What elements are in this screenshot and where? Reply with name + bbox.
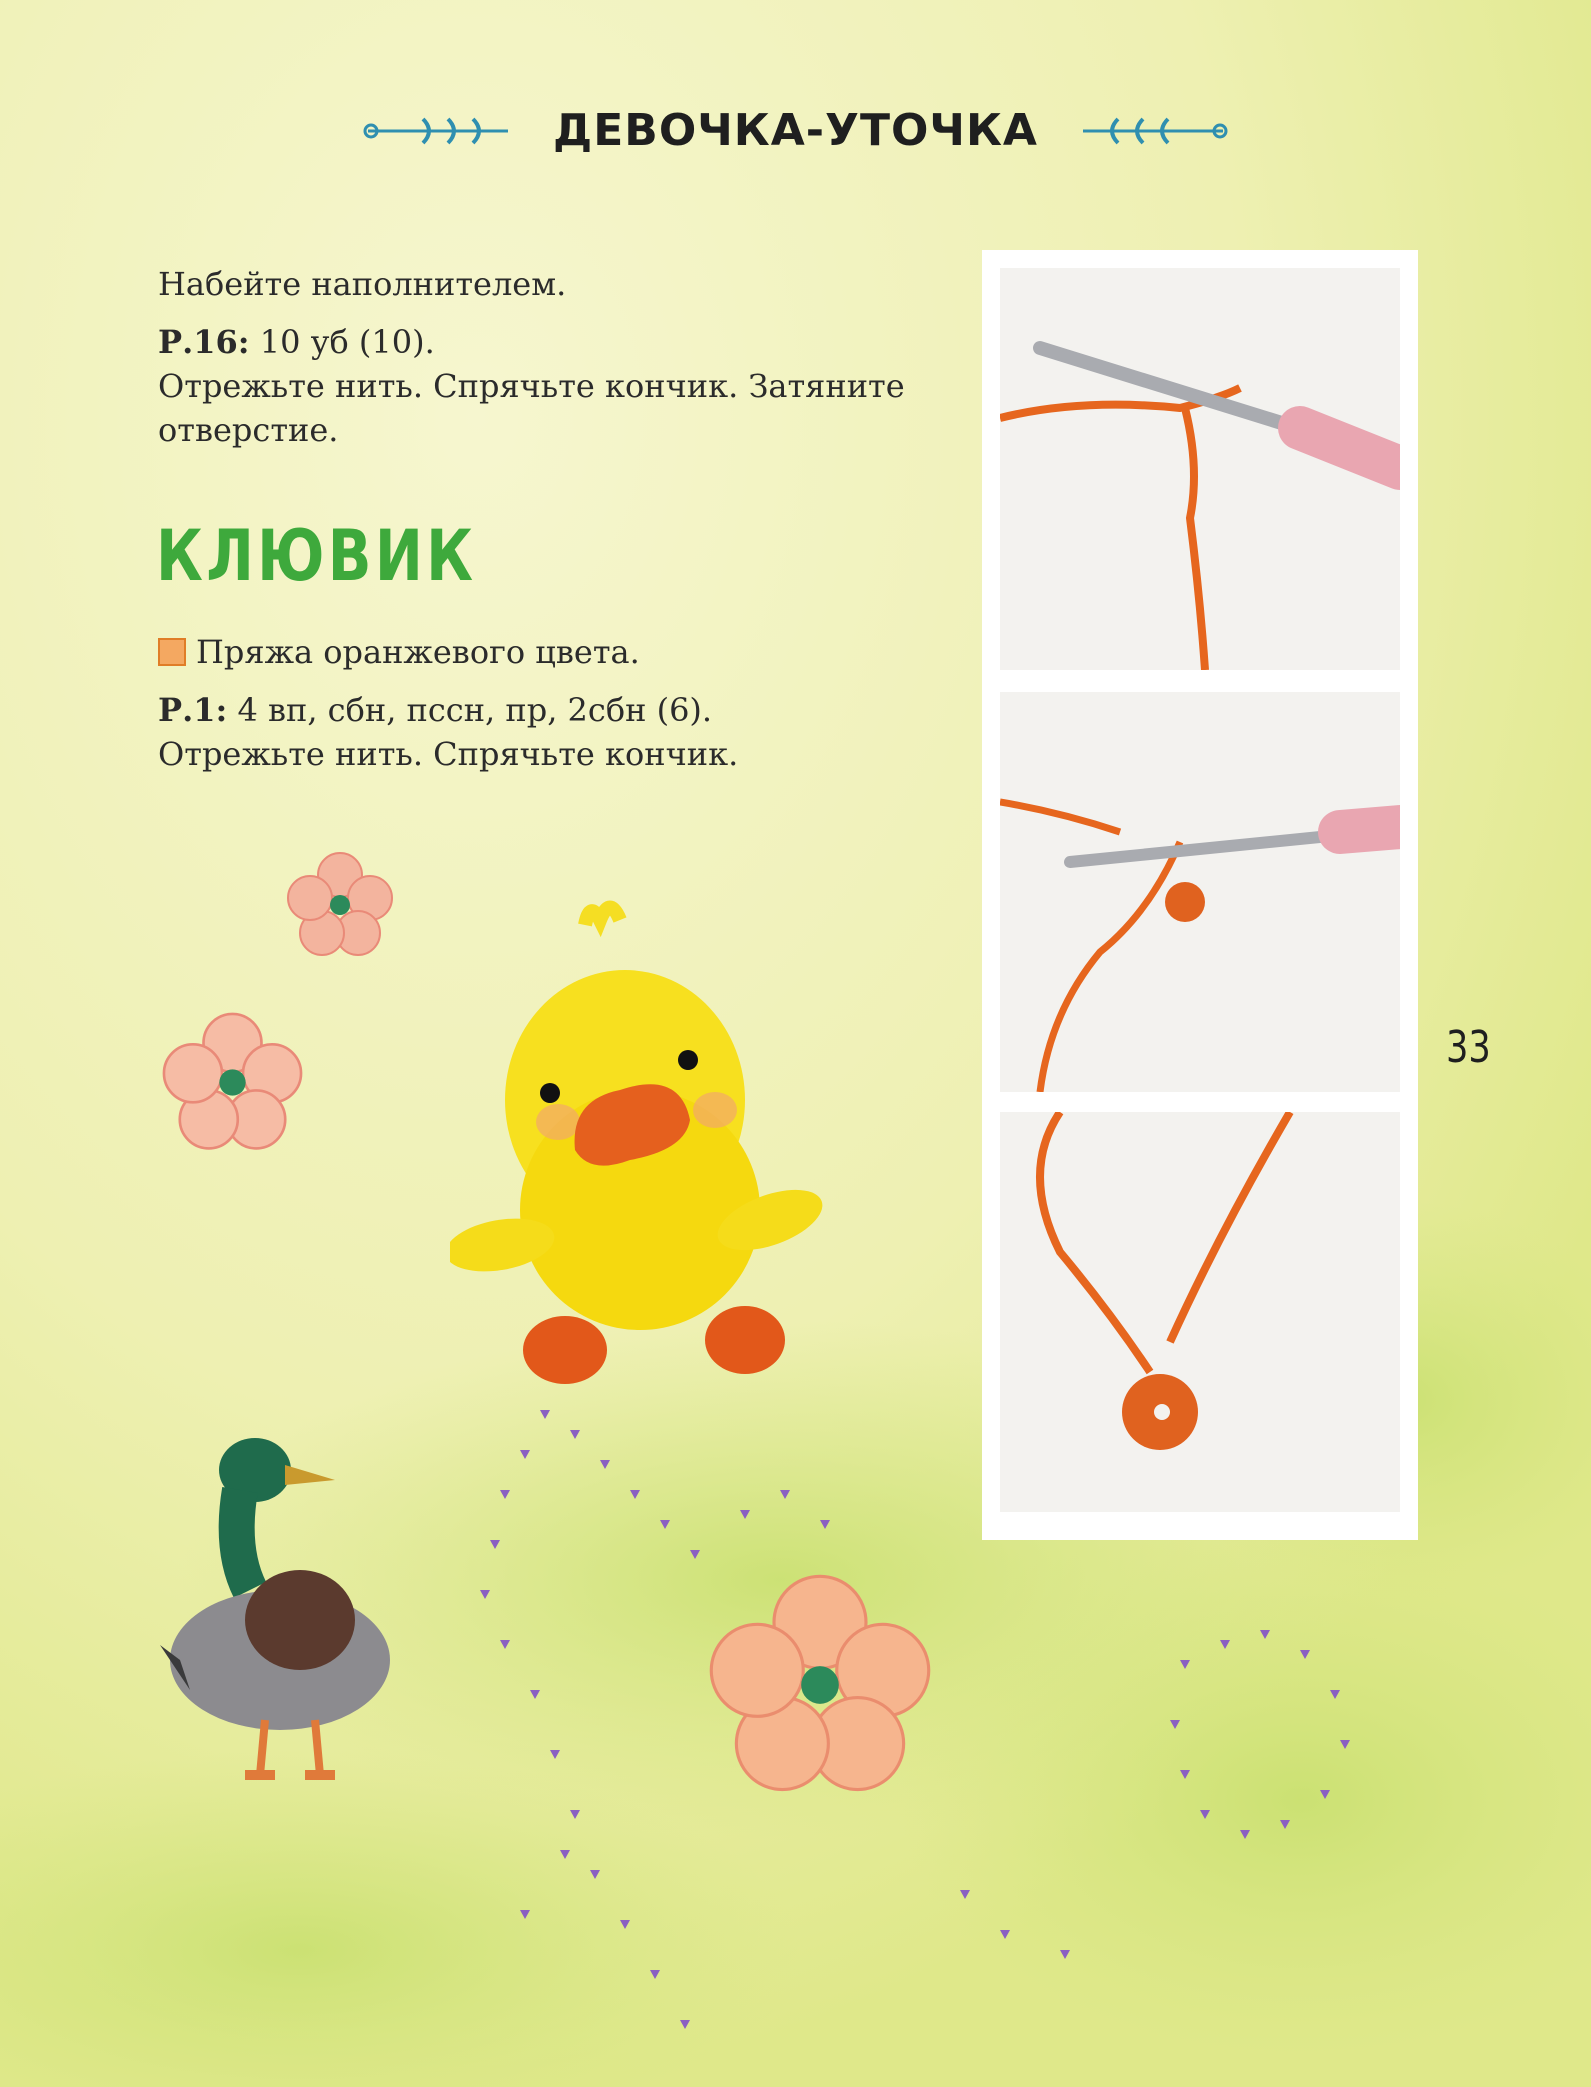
crochet-duckling-image: [450, 900, 830, 1400]
step-photos-frame: [982, 250, 1418, 1540]
row-1: [158, 688, 738, 732]
row-16-text: 10 уб (10).: [249, 323, 435, 361]
mallard-duck-image: [160, 1430, 420, 1800]
beak-instructions: [158, 630, 738, 776]
cut-instruction-line: Отрежьте нить. Спрячьте кончик. Затяните: [158, 367, 905, 405]
yarn-line: [158, 630, 738, 674]
page-number: 33: [1446, 1022, 1491, 1073]
stuffing-instruction: Набейте наполнителем.: [158, 265, 567, 303]
yarn-text: Пряжа оранжевого цвета.: [196, 633, 640, 671]
row-16-label: Р.16:: [158, 323, 250, 361]
section-title: КЛЮВИК: [156, 515, 477, 597]
left-ornament-icon: [363, 111, 513, 151]
row-1-label: Р.1:: [158, 691, 228, 729]
row-16: [158, 320, 905, 364]
small-flower-icon: [285, 850, 395, 960]
photo-step-3: [1000, 1112, 1400, 1512]
page-title: ДЕВОЧКА-УТОЧКА: [553, 105, 1038, 156]
orange-yarn-swatch-icon: [158, 638, 186, 666]
row-1-text: 4 вп, сбн, пссн, пр, 2сбн (6).: [227, 691, 713, 729]
photo-step-1: [1000, 268, 1400, 670]
page-header: [0, 105, 1591, 156]
finish-instruction: Отрежьте нить. Спрячьте кончик.: [158, 735, 739, 773]
cut-instruction-line-2: отверстие.: [158, 411, 339, 449]
photo-step-2: [1000, 692, 1400, 1092]
right-ornament-icon: [1078, 111, 1228, 151]
medium-flower-icon: [160, 1010, 305, 1155]
intro-text: [158, 262, 905, 452]
